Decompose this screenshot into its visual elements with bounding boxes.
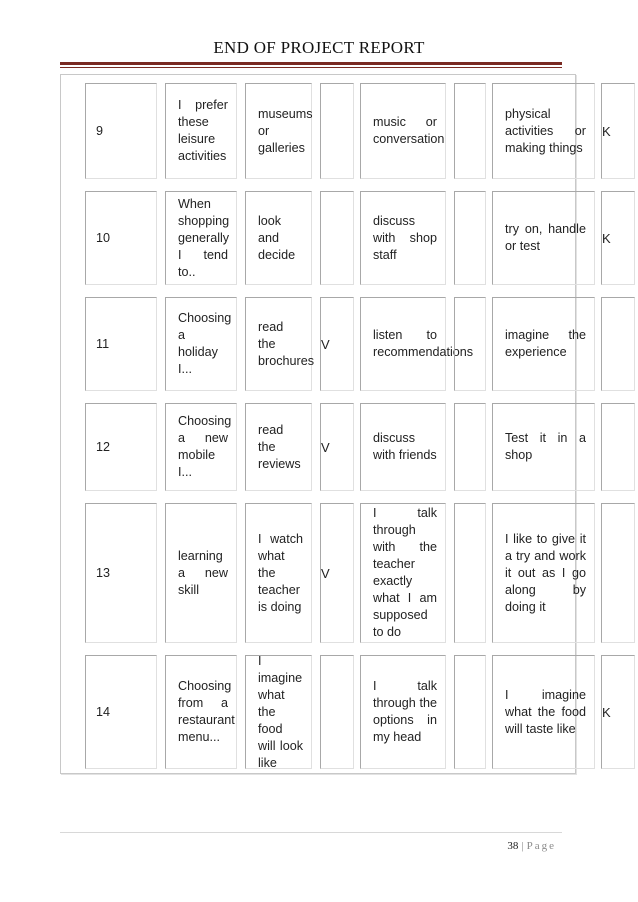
option-c-text: physical activities or making things <box>505 106 586 155</box>
mark-a-cell <box>320 503 354 643</box>
page-number: 38 <box>507 840 519 852</box>
option-c-text: imagine the experience <box>505 328 586 359</box>
question-cell <box>165 297 237 391</box>
row-number-cell <box>85 297 157 391</box>
row-number: 14 <box>96 704 111 719</box>
option-c-text: Test it in a shop <box>505 431 586 462</box>
option-b-text: I talk through the options in my head <box>373 679 437 744</box>
option-c-cell <box>492 403 595 491</box>
row-number: 12 <box>96 439 111 454</box>
row-number-cell <box>85 403 157 491</box>
option-c-text: I imagine what the food will taste like <box>505 687 586 736</box>
mark-a-cell <box>320 655 354 769</box>
table-row <box>61 183 611 289</box>
row-number: 13 <box>96 565 111 580</box>
option-c-cell <box>492 655 595 769</box>
row-number-cell <box>85 503 157 643</box>
question-cell <box>165 503 237 643</box>
option-c-cell <box>492 83 595 179</box>
option-a-text: I watch what the teacher is doing <box>258 531 303 614</box>
option-b-text: I talk through with the teacher exactly what I am supposed to do <box>373 506 437 639</box>
option-a-text: look and decide <box>258 213 296 262</box>
mark-c: K <box>602 704 611 720</box>
option-a-cell <box>245 191 312 285</box>
option-c-cell <box>492 191 595 285</box>
question-cell <box>165 83 237 179</box>
question-text: learning a new skill <box>178 548 228 597</box>
footer-rule <box>60 832 562 833</box>
option-b-cell <box>360 655 446 769</box>
mark-c: K <box>602 230 611 246</box>
table-row <box>61 75 611 183</box>
option-b-text: discuss with shop staff <box>373 213 437 262</box>
mark-c-cell <box>601 83 635 179</box>
option-a-cell <box>245 503 312 643</box>
question-cell <box>165 655 237 769</box>
questionnaire-table <box>60 74 611 774</box>
mark-b-cell <box>454 655 486 769</box>
page-separator: | <box>521 840 524 852</box>
mark-a-cell <box>320 403 354 491</box>
option-b-text: discuss with friends <box>373 431 437 462</box>
question-text: Choosing from a restaurant menu... <box>178 679 235 744</box>
question-cell <box>165 191 237 285</box>
question-cell <box>165 403 237 491</box>
option-b-cell <box>360 297 474 391</box>
mark-c-cell <box>601 403 635 491</box>
option-a-cell <box>245 83 312 179</box>
mark-c: K <box>602 123 611 139</box>
page-header-title: END OF PROJECT REPORT <box>213 38 425 57</box>
mark-a: V <box>321 336 330 352</box>
header-rule <box>60 62 562 65</box>
option-a-cell <box>245 297 315 391</box>
row-number-cell <box>85 655 157 769</box>
option-a-text: museums or galleries <box>258 106 313 155</box>
option-a-cell <box>245 403 312 491</box>
option-c-text: I like to give it a try and work it out as I go along by doing it <box>505 531 586 614</box>
mark-b-cell <box>454 191 486 285</box>
option-a-text: read the reviews <box>258 422 301 471</box>
option-c-cell <box>492 503 595 643</box>
option-c-cell <box>492 297 595 391</box>
mark-a-cell <box>320 83 354 179</box>
header-rule-thin <box>60 67 562 68</box>
question-text: I prefer these leisure activities <box>178 98 228 163</box>
row-number: 11 <box>96 336 110 351</box>
table-row <box>61 395 586 495</box>
mark-b-cell <box>454 403 486 491</box>
row-number: 9 <box>96 123 104 138</box>
page-label: Page <box>526 840 556 852</box>
row-number-cell <box>85 191 157 285</box>
mark-b-cell <box>454 83 486 179</box>
table-row <box>61 495 586 647</box>
option-a-text: read the brochures <box>258 319 315 368</box>
option-b-text: music or conversation <box>373 115 445 146</box>
mark-a-cell <box>320 297 354 391</box>
question-text: When shopping generally I tend to.. <box>178 196 230 279</box>
mark-a: V <box>321 565 330 581</box>
question-text: Choosing a holiday I... <box>178 311 232 376</box>
table-row <box>61 289 586 395</box>
mark-a-cell <box>320 191 354 285</box>
option-b-cell <box>360 403 446 491</box>
option-b-text: listen to recommendations <box>373 328 474 359</box>
option-a-cell <box>245 655 312 769</box>
mark-c-cell <box>601 191 635 285</box>
option-b-cell <box>360 191 446 285</box>
mark-c-cell <box>601 503 635 643</box>
mark-c-cell <box>601 297 635 391</box>
mark-b-cell <box>454 503 486 643</box>
option-a-text: I imagine what the food will look like <box>258 653 303 770</box>
table-row <box>61 647 611 773</box>
option-b-cell <box>360 503 446 643</box>
option-c-text: try on, handle or test <box>505 222 586 253</box>
mark-a: V <box>321 439 330 455</box>
page-number-footer <box>507 840 556 852</box>
question-text: Choosing a new mobile I... <box>178 414 232 479</box>
mark-b-cell <box>454 297 486 391</box>
option-b-cell <box>360 83 446 179</box>
mark-c-cell <box>601 655 635 769</box>
row-number-cell <box>85 83 157 179</box>
row-number: 10 <box>96 230 111 245</box>
